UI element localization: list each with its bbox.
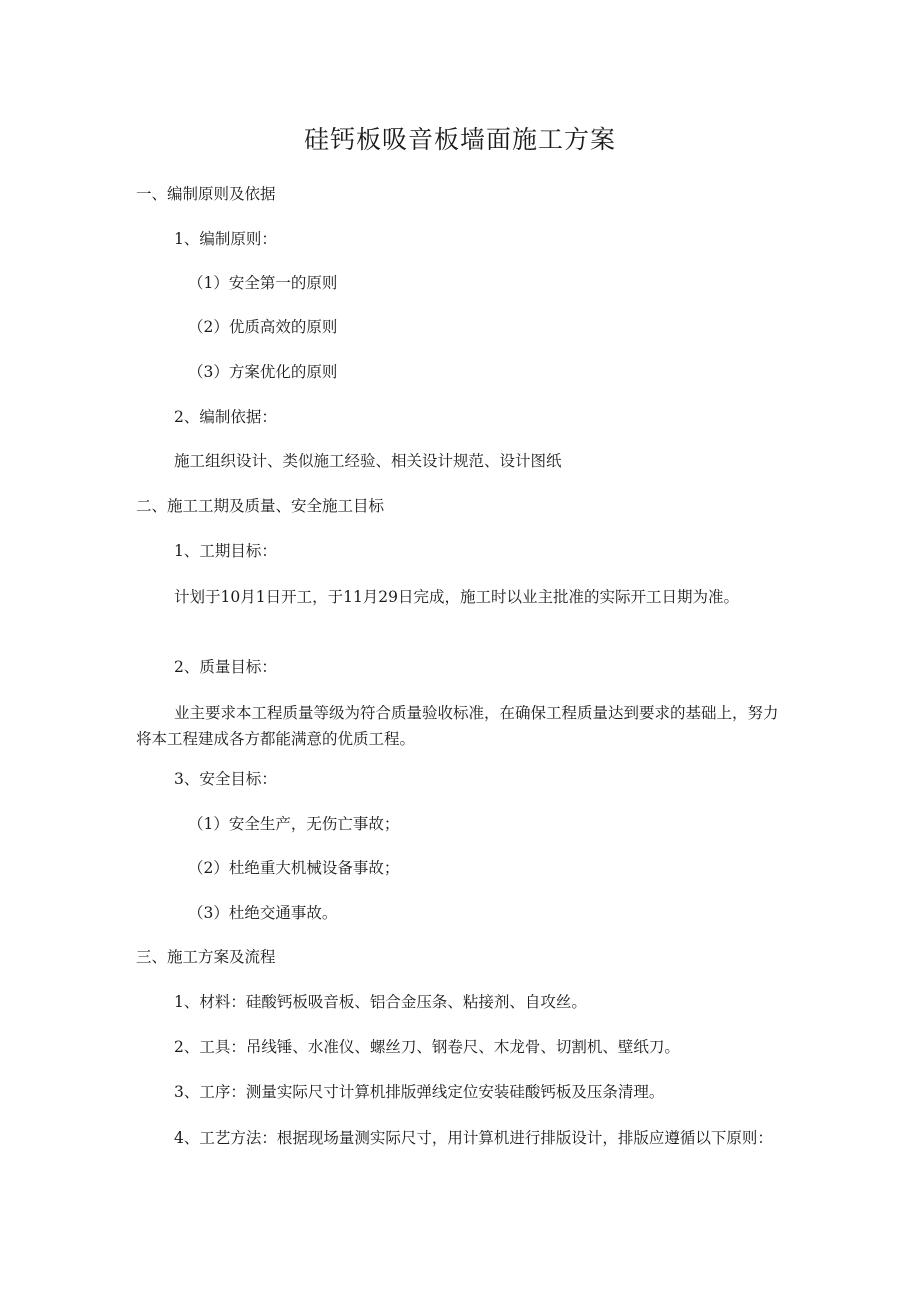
section-2-p3-item-1: （1）安全生产，无伤亡事故；: [188, 815, 400, 833]
section-2-p3-item-2: （2）杜绝重大机械设备事故；: [188, 859, 400, 877]
section-3-item-2: 2、工具：吊线锤、水准仪、螺丝刀、钢卷尺、木龙骨、切割机、壁纸刀。: [174, 1038, 680, 1056]
section-1-p1-heading: 1、编制原则：: [174, 230, 277, 248]
section-1-p2-heading: 2、编制依据：: [174, 408, 277, 426]
section-1-p1-item-1: （1）安全第一的原则: [188, 274, 338, 292]
section-1-p2-text: 施工组织设计、类似施工经验、相关设计规范、设计图纸: [174, 452, 562, 470]
section-2-heading: 二、施工工期及质量、安全施工目标: [136, 497, 385, 515]
section-1-p1-item-3: （3）方案优化的原则: [188, 363, 338, 381]
section-3-item-4: 4、工艺方法：根据现场量测实际尺寸，用计算机进行排版设计，排版应遵循以下原则：: [174, 1129, 773, 1147]
section-2-p2-text: 业主要求本工程质量等级为符合质量验收标准，在确保工程质量达到要求的基础上，努力将本工程建成各方都能满意的优质工程。: [136, 704, 779, 748]
section-3-item-3: 3、工序：测量实际尺寸计算机排版弹线定位安装硅酸钙板及压条清理。: [174, 1083, 665, 1101]
section-3-heading: 三、施工方案及流程: [136, 948, 276, 966]
section-2-p2-heading: 2、质量目标：: [174, 658, 277, 676]
document-title: 硅钙板吸音板墙面施工方案: [303, 125, 616, 154]
section-1-p1-item-2: （2）优质高效的原则: [188, 318, 338, 336]
section-2-p3-heading: 3、安全目标：: [174, 770, 277, 788]
section-2-p1-heading: 1、工期目标：: [174, 542, 277, 560]
section-2-p1-text: 计划于10月1日开工，于11月29日完成，施工时以业主批准的实际开工日期为准。: [174, 588, 740, 606]
section-1-heading: 一、编制原则及依据: [136, 185, 276, 203]
section-3-item-1: 1、材料：硅酸钙板吸音板、铝合金压条、粘接剂、自攻丝。: [174, 993, 587, 1011]
section-2-p3-item-3: （3）杜绝交通事故。: [188, 904, 338, 922]
